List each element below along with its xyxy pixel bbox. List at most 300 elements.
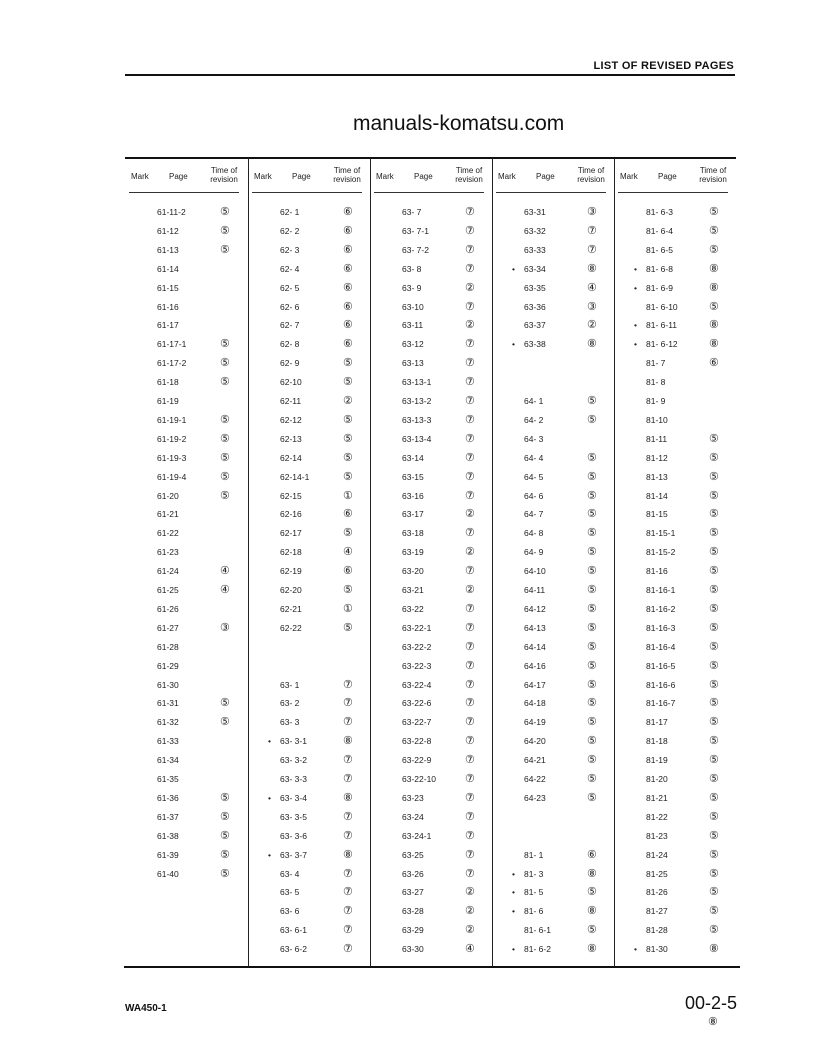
- time-of-revision-header: [450, 166, 488, 184]
- page-number-cell: 81-16-1: [646, 585, 676, 595]
- revision-number: ⑤: [587, 602, 597, 615]
- revision-mark: •: [512, 339, 515, 350]
- revision-number: ⑤: [220, 451, 230, 464]
- revision-number: ⑦: [587, 243, 597, 256]
- revision-number: ②: [587, 319, 597, 332]
- page-number-cell: 62-16: [280, 509, 302, 520]
- column-divider: [492, 158, 493, 966]
- revision-number: ⑦: [343, 867, 353, 880]
- revision-number: ⑤: [587, 754, 597, 767]
- page-number-cell: 81-25: [646, 868, 668, 879]
- page-number-cell: 63-13-3: [402, 414, 432, 425]
- revision-number: ⑦: [587, 224, 597, 237]
- page-number-cell: 64- 7: [524, 509, 544, 520]
- revision-number: ⑤: [220, 243, 230, 256]
- page-number-cell: 61-17: [157, 320, 179, 331]
- page-number-cell: 63-24: [402, 811, 424, 822]
- page-number-cell: 64- 3: [524, 433, 544, 444]
- page-number-cell: 64-14: [524, 641, 546, 652]
- revision-number: ⑤: [220, 716, 230, 729]
- page-number-cell: 63-25: [402, 849, 424, 860]
- page-number-cell: 63-28: [402, 906, 424, 917]
- page-number-cell: 62-20: [280, 585, 302, 595]
- page-number-cell: 63- 6-1: [280, 925, 307, 936]
- page-number-cell: 61-22: [157, 528, 179, 539]
- revision-number: ⑤: [587, 886, 597, 899]
- revision-number: ⑤: [220, 810, 230, 823]
- page-number-cell: 63-22-2: [402, 641, 432, 652]
- revision-number: ⑤: [220, 829, 230, 842]
- revision-number: ⑦: [343, 716, 353, 729]
- page-number-cell: 81- 3: [524, 868, 544, 879]
- page-number-cell: 61-16: [157, 301, 179, 312]
- page-number-cell: 63-22-4: [402, 679, 432, 690]
- page-number-cell: 64-22: [524, 774, 546, 784]
- page-header: Page: [658, 172, 677, 181]
- revision-number: ⑤: [220, 848, 230, 861]
- revision-number: ⑤: [587, 546, 597, 559]
- page-number-cell: 63-13-4: [402, 433, 432, 444]
- revision-number: ⑧: [587, 905, 597, 918]
- revision-number: ⑥: [343, 300, 353, 313]
- page-number-cell: 81- 1: [524, 849, 544, 860]
- page-number-cell: 81-24: [646, 849, 668, 860]
- revision-number: ⑧: [343, 848, 353, 861]
- page-number-cell: 63-13: [402, 358, 424, 369]
- revision-number: ⑤: [220, 413, 230, 426]
- revision-number: ⑧: [709, 943, 719, 956]
- revision-number: ⑤: [709, 546, 719, 559]
- page-number-cell: 61-21: [157, 509, 179, 520]
- revision-number: ⑤: [343, 413, 353, 426]
- revision-number: ⑤: [343, 527, 353, 540]
- page-header: Page: [414, 172, 433, 181]
- page-number-cell: 62- 5: [280, 282, 300, 293]
- page-number-cell: 81- 6-12: [646, 339, 678, 350]
- revision-number: ⑧: [587, 338, 597, 351]
- mark-header: Mark: [620, 172, 638, 181]
- revision-number: ⑤: [587, 716, 597, 729]
- page-number-cell: 62- 6: [280, 301, 300, 312]
- revision-number: ⑤: [709, 905, 719, 918]
- revision-number: ②: [465, 546, 475, 559]
- header-underline: [496, 192, 606, 193]
- revision-number: ①: [343, 489, 353, 502]
- revision-number: ⑤: [709, 451, 719, 464]
- revision-mark: •: [512, 906, 515, 917]
- page-number-cell: 63-31: [524, 207, 546, 217]
- page-number-cell: 63-15: [402, 471, 424, 482]
- page-number-cell: 63- 3: [280, 717, 300, 728]
- page-number-cell: 61-23: [157, 547, 179, 558]
- page-number-cell: 81-22: [646, 811, 668, 822]
- page-number-cell: 63-16: [402, 490, 424, 501]
- page-number-cell: 81-16-7: [646, 698, 676, 709]
- revision-mark: •: [512, 263, 515, 274]
- revision-number: ⑤: [587, 584, 597, 596]
- page-number-cell: 63-13-2: [402, 396, 432, 406]
- time-of-revision-header-line: Time of: [455, 166, 483, 175]
- page-number-cell: 81- 6-8: [646, 263, 673, 274]
- revision-number: ⑤: [220, 224, 230, 237]
- page-number-cell: 62-21: [280, 603, 302, 614]
- revision-number: ⑤: [220, 206, 230, 218]
- revision-mark: •: [634, 339, 637, 350]
- revision-number: ⑤: [587, 735, 597, 748]
- page-number-cell: 63-18: [402, 528, 424, 539]
- page-number-cell: 81-19: [646, 755, 668, 766]
- page-number-cell: 61-33: [157, 736, 179, 747]
- page-number-cell: 61-19: [157, 396, 179, 406]
- page-number-cell: 62-17: [280, 528, 302, 539]
- revision-number: ⑧: [709, 338, 719, 351]
- page-number-cell: 81-27: [646, 906, 668, 917]
- header-underline: [618, 192, 728, 193]
- page-number-cell: 61-39: [157, 849, 179, 860]
- revision-number: ⑦: [465, 224, 475, 237]
- page-number-cell: 62-11: [280, 396, 302, 406]
- page-number-cell: 64-19: [524, 717, 546, 728]
- page-number-cell: 64-21: [524, 755, 546, 766]
- revision-number: ⑤: [587, 489, 597, 502]
- page-number-cell: 63- 3-4: [280, 792, 307, 803]
- page-number-cell: 61-30: [157, 679, 179, 690]
- page-number-cell: 63-34: [524, 263, 546, 274]
- mark-header: Mark: [254, 172, 272, 181]
- table-top-rule: [125, 157, 736, 159]
- revision-number: ⑦: [465, 565, 475, 578]
- page-number-cell: 81-20: [646, 774, 668, 784]
- page-number-cell: 81-30: [646, 944, 668, 955]
- page-number-cell: 63-20: [402, 566, 424, 577]
- page-number-cell: 63-22-9: [402, 755, 432, 766]
- revision-number: ⑦: [465, 413, 475, 426]
- page-number-cell: 63-14: [402, 452, 424, 463]
- watermark: manuals-komatsu.com: [353, 112, 565, 135]
- revision-number: ⑦: [465, 773, 475, 785]
- revision-number: ⑥: [343, 319, 353, 332]
- revision-number: ③: [220, 621, 230, 634]
- revision-number: ③: [587, 300, 597, 313]
- page-number-cell: 62-12: [280, 414, 302, 425]
- page-number-cell: 61-18: [157, 377, 179, 388]
- revision-number: ⑦: [465, 470, 475, 483]
- revision-number: ⑦: [465, 300, 475, 313]
- page-number-cell: 63-22-10: [402, 774, 437, 784]
- page-number-cell: 61-15: [157, 282, 179, 293]
- column-divider: [614, 158, 615, 966]
- page-number-cell: 61-12: [157, 225, 179, 236]
- revision-number: ⑦: [465, 716, 475, 729]
- page-number-cell: 81- 6-11: [646, 320, 678, 331]
- page-number-cell: 63- 7-1: [402, 225, 429, 236]
- page-number-cell: 63-36: [524, 301, 546, 312]
- revision-number: ⑦: [465, 640, 475, 653]
- page-number-cell: 62- 4: [280, 263, 300, 274]
- revision-number: ⑤: [587, 791, 597, 804]
- revision-number: ⑤: [709, 470, 719, 483]
- revision-number: ⑤: [220, 791, 230, 804]
- revision-number: ⑤: [709, 716, 719, 729]
- page-number-cell: 63- 3-1: [280, 736, 307, 747]
- revision-number: ⑧: [587, 262, 597, 275]
- revision-number: ⑤: [220, 470, 230, 483]
- revision-number: ⑥: [343, 565, 353, 578]
- revision-number: ⑤: [587, 395, 597, 407]
- revision-number: ⑤: [220, 697, 230, 710]
- revision-number: ⑤: [709, 678, 719, 691]
- page-number-cell: 61-34: [157, 755, 179, 766]
- revision-number: ⑤: [220, 867, 230, 880]
- page-number-cell: 63- 3-3: [280, 774, 307, 784]
- page-number-cell: 64-23: [524, 792, 546, 803]
- revision-number: ⑤: [709, 791, 719, 804]
- page-number-cell: 61-36: [157, 792, 179, 803]
- revision-number: ⑤: [709, 754, 719, 767]
- page-number-cell: 81-26: [646, 887, 668, 898]
- revision-number: ⑦: [465, 262, 475, 275]
- revision-number: ⑤: [220, 357, 230, 370]
- revision-number: ⑧: [709, 319, 719, 332]
- revision-number: ⑦: [465, 848, 475, 861]
- time-of-revision-header-line: revision: [699, 175, 727, 184]
- page-number-cell: 62- 2: [280, 225, 300, 236]
- page-number-cell: 81-12: [646, 452, 668, 463]
- revision-number: ⑤: [220, 432, 230, 445]
- revision-number: ④: [465, 943, 475, 956]
- revision-number: ⑤: [587, 678, 597, 691]
- page-number-cell: 61-11-2: [157, 207, 186, 217]
- revision-number: ⑦: [465, 489, 475, 502]
- page-number-cell: 63- 5: [280, 887, 300, 898]
- revision-mark: •: [512, 944, 515, 955]
- page-number-cell: 63-30: [402, 944, 424, 955]
- column-divider: [248, 158, 249, 966]
- revision-number: ⑤: [587, 924, 597, 937]
- time-of-revision-header-line: Time of: [699, 166, 727, 175]
- revision-number: ⑦: [465, 697, 475, 710]
- revision-number: ⑤: [343, 470, 353, 483]
- revision-number: ⑤: [709, 508, 719, 521]
- page-number-cell: 81- 9: [646, 396, 666, 406]
- page-number-cell: 63-37: [524, 320, 546, 331]
- page-number-cell: 63- 3-5: [280, 811, 307, 822]
- revision-number: ⑤: [709, 489, 719, 502]
- page-number-cell: 63- 8: [402, 263, 422, 274]
- revision-number: ⑧: [343, 735, 353, 748]
- page-number-cell: 62- 1: [280, 207, 300, 217]
- page-number-cell: 81-13: [646, 471, 668, 482]
- time-of-revision-header: [694, 166, 732, 184]
- revision-number: ⑤: [709, 735, 719, 748]
- page-number-cell: 62-13: [280, 433, 302, 444]
- revision-number: ⑤: [343, 451, 353, 464]
- page-number-cell: 81-16-4: [646, 641, 676, 652]
- revision-number: ⑦: [465, 791, 475, 804]
- page-number-cell: 81- 6-4: [646, 225, 673, 236]
- page-number-cell: 81-16-2: [646, 603, 676, 614]
- page-number-cell: 81-16: [646, 566, 668, 577]
- page-number-cell: 61-40: [157, 868, 179, 879]
- revision-number: ⑦: [343, 754, 353, 767]
- header-underline: [374, 192, 484, 193]
- page-number-cell: 81- 7: [646, 358, 666, 369]
- page-number-cell: 61-29: [157, 660, 179, 671]
- revision-number: ④: [343, 546, 353, 559]
- page-number-cell: 63-22-8: [402, 736, 432, 747]
- page-number-cell: 63-26: [402, 868, 424, 879]
- page-number-cell: 63- 9: [402, 282, 422, 293]
- page-number-cell: 61-19-3: [157, 452, 187, 463]
- revision-number: ⑦: [343, 773, 353, 785]
- revision-number: ⑤: [343, 376, 353, 389]
- revision-number: ⑤: [220, 338, 230, 351]
- time-of-revision-header-line: Time of: [577, 166, 605, 175]
- header-rule: [125, 74, 735, 76]
- page-number-cell: 62-14-1: [280, 471, 310, 482]
- time-of-revision-header: [328, 166, 366, 184]
- page-number-cell: 62-10: [280, 377, 302, 388]
- revision-number: ⑤: [709, 432, 719, 445]
- page-number-cell: 81- 6: [524, 906, 544, 917]
- page-number-cell: 61-28: [157, 641, 179, 652]
- revision-number: ⑤: [709, 829, 719, 842]
- revision-number: ⑦: [465, 243, 475, 256]
- revision-number: ⑦: [465, 867, 475, 880]
- revision-number: ⑥: [343, 338, 353, 351]
- revision-number: ⑦: [465, 395, 475, 407]
- revision-number: ⑤: [709, 810, 719, 823]
- page-number-cell: 61-27: [157, 622, 179, 633]
- page-number-cell: 62- 7: [280, 320, 300, 331]
- page-header: Page: [536, 172, 555, 181]
- page-number-cell: 63- 3-6: [280, 830, 307, 841]
- page-number-cell: 63- 1: [280, 679, 300, 690]
- page-number-cell: 61-19-2: [157, 433, 187, 444]
- page-number-cell: 81- 6-9: [646, 282, 673, 293]
- revision-number: ⑥: [343, 262, 353, 275]
- page-number-cell: 61-20: [157, 490, 179, 501]
- revision-number: ②: [465, 508, 475, 521]
- revision-mark: •: [268, 736, 271, 747]
- page-number-cell: 81-18: [646, 736, 668, 747]
- revision-number: ⑦: [343, 697, 353, 710]
- time-of-revision-header: [205, 166, 243, 184]
- revision-number: ⑤: [709, 565, 719, 578]
- page-number-cell: 81- 6-5: [646, 244, 673, 255]
- revision-number: ⑦: [465, 338, 475, 351]
- page-number-cell: 62- 8: [280, 339, 300, 350]
- page-number-cell: 62-22: [280, 622, 302, 633]
- column-divider: [370, 158, 371, 966]
- page-number-cell: 63-22: [402, 603, 424, 614]
- revision-number: ⑤: [709, 243, 719, 256]
- page-number-cell: 61-13: [157, 244, 179, 255]
- page-number-cell: 63-29: [402, 925, 424, 936]
- table-bottom-rule: [124, 966, 740, 968]
- page-number-cell: 63-23: [402, 792, 424, 803]
- page-number-cell: 64-17: [524, 679, 546, 690]
- page-number-cell: 63-33: [524, 244, 546, 255]
- page-number-cell: 81-15-1: [646, 528, 676, 539]
- page-number-cell: 62- 9: [280, 358, 300, 369]
- revision-number: ⑤: [709, 300, 719, 313]
- revision-number: ⑤: [220, 489, 230, 502]
- revision-number: ⑦: [465, 357, 475, 370]
- page-number-cell: 64- 8: [524, 528, 544, 539]
- page-number-cell: 63-22-1: [402, 622, 432, 633]
- revision-number: ⑦: [343, 924, 353, 937]
- revision-number: ⑤: [709, 886, 719, 899]
- page-header: Page: [169, 172, 188, 181]
- revision-number: ⑤: [587, 451, 597, 464]
- time-of-revision-header-line: revision: [210, 175, 238, 184]
- revision-number: ⑤: [709, 659, 719, 672]
- header-underline: [129, 192, 239, 193]
- revision-number: ⑦: [343, 886, 353, 899]
- mark-header: Mark: [498, 172, 516, 181]
- revision-number: ②: [465, 924, 475, 937]
- page-number-cell: 64-20: [524, 736, 546, 747]
- page-number-cell: 61-14: [157, 263, 179, 274]
- page-number-cell: 61-31: [157, 698, 179, 709]
- revision-mark: •: [268, 792, 271, 803]
- revision-mark: •: [634, 320, 637, 331]
- revision-number: ⑤: [709, 924, 719, 937]
- revision-number: ④: [220, 584, 230, 596]
- revision-number: ⑧: [709, 281, 719, 294]
- revision-number: ⑥: [343, 206, 353, 218]
- page-number-cell: 64- 1: [524, 396, 544, 406]
- model-number: WA450-1: [125, 1003, 167, 1014]
- revision-number: ⑧: [343, 791, 353, 804]
- revision-number: ②: [465, 584, 475, 596]
- revision-number: ⑦: [465, 754, 475, 767]
- revision-number: ⑦: [343, 810, 353, 823]
- page-number-cell: 64-18: [524, 698, 546, 709]
- revision-number: ⑧: [587, 867, 597, 880]
- revision-number: ⑧: [587, 943, 597, 956]
- page-number-cell: 81-23: [646, 830, 668, 841]
- page-number-cell: 64-11: [524, 585, 546, 595]
- page-number-cell: 61-17-2: [157, 358, 187, 369]
- revision-number: ③: [587, 206, 597, 218]
- page-number-cell: 61-25: [157, 585, 179, 595]
- page-revision-mark: ⑧: [708, 1016, 718, 1028]
- revision-number: ⑤: [709, 602, 719, 615]
- revision-number: ⑤: [709, 773, 719, 785]
- revision-number: ⑤: [343, 584, 353, 596]
- page-number-cell: 63- 7: [402, 207, 422, 217]
- revision-number: ④: [220, 565, 230, 578]
- page-number-cell: 63-22-6: [402, 698, 432, 709]
- page-number-cell: 81- 6-3: [646, 207, 673, 217]
- page-number-cell: 63-38: [524, 339, 546, 350]
- revision-number: ⑤: [709, 621, 719, 634]
- page-number-cell: 64-10: [524, 566, 546, 577]
- revision-number: ⑧: [709, 262, 719, 275]
- page-number-cell: 81-17: [646, 717, 668, 728]
- mark-header: Mark: [131, 172, 149, 181]
- page-number-cell: 81- 8: [646, 377, 666, 388]
- page-number-cell: 64- 6: [524, 490, 544, 501]
- page-number-cell: 62-15: [280, 490, 302, 501]
- revision-number: ②: [465, 319, 475, 332]
- page-number-cell: 61-37: [157, 811, 179, 822]
- page-number-cell: 63- 6-2: [280, 944, 307, 955]
- page-number-cell: 63-10: [402, 301, 424, 312]
- revision-mark: •: [634, 944, 637, 955]
